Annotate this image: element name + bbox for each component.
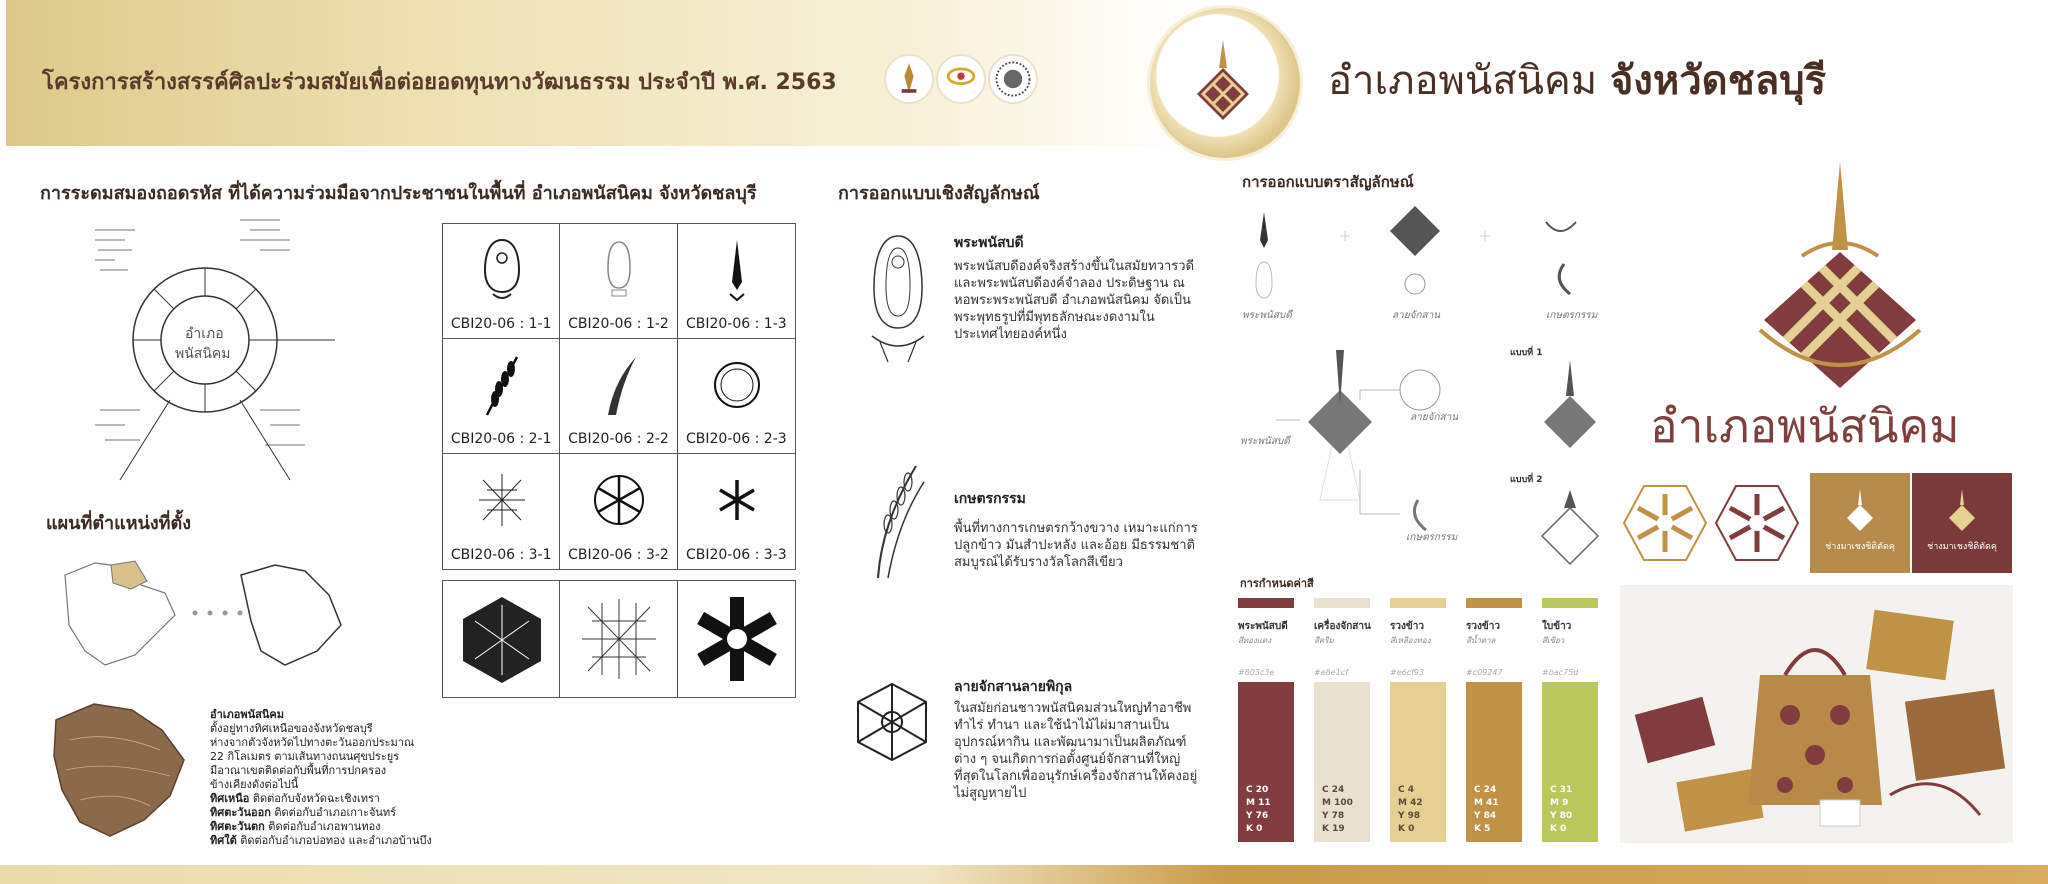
- color-hex-label: #c09247: [1466, 668, 1503, 677]
- grid-cell: [678, 581, 795, 697]
- star-weave-icon: [590, 466, 648, 534]
- grid-caption: CBI20-06 : 3-3: [685, 547, 787, 563]
- color-bar: [1390, 598, 1446, 608]
- district-title: [1328, 48, 1826, 112]
- hexagon-pattern-icon: [455, 591, 549, 687]
- mini-logo-icon: [1947, 487, 1977, 531]
- grid-cell: [443, 581, 560, 697]
- color-bar: [1238, 598, 1294, 608]
- logo-heading: การออกแบบตราสัญลักษณ์: [1242, 173, 1414, 191]
- symbol-title-agriculture: เกษตรกรรม: [954, 491, 1026, 507]
- color-subname: สีครีม: [1314, 636, 1334, 645]
- district-name: อำเภอพนัสนิคม: [1328, 58, 1598, 104]
- merchandise-mockup: [1620, 585, 2013, 843]
- grid-caption: CBI20-06 : 1-2: [568, 316, 669, 332]
- grid-cell: [560, 454, 677, 569]
- district-info-title: อำเภอพนัสนิคม: [210, 708, 285, 721]
- district-info: [210, 708, 450, 848]
- main-logo: [1740, 160, 1940, 390]
- district-info-line: 22 กิโลเมตร ตามเส้นทางถนนศุขประยูร: [210, 750, 400, 763]
- grid-caption: CBI20-06 : 1-3: [685, 316, 787, 332]
- border-south: ทิศใต้ ติดต่อกับอำเภอบ่อทอง และอำเภอบ้านบึง: [210, 834, 432, 847]
- grid-cell: [678, 454, 795, 569]
- project-title: โครงการสร้างสรรค์ศิลปะร่วมสมัยเพื่อต่อยอดทุนทางวัฒนธรรม ประจำปี พ.ศ. 2563: [42, 70, 837, 95]
- color-hex-label: #803c3e: [1238, 668, 1275, 677]
- buddha-statue-icon: [858, 232, 938, 366]
- color-subname: สีเขียว: [1542, 636, 1565, 645]
- color-bar: [1542, 598, 1598, 608]
- brand-box-brown: [1912, 473, 2012, 573]
- color-name: ใบข้าว: [1542, 621, 1572, 632]
- border-east: ทิศตะวันออก ติดต่อกับอำเภอเกาะจันทร์: [210, 806, 397, 819]
- color-cmyk: C 24 M 41 Y 84 K 5: [1474, 785, 1499, 834]
- border-west: ทิศตะวันตก ติดต่อกับอำเภอพานทอง: [210, 820, 381, 833]
- weave-pattern-icon: [850, 680, 934, 764]
- province-name: จังหวัดชลบุรี: [1609, 58, 1827, 104]
- color-name: รวงข้าว: [1390, 621, 1424, 632]
- grid-cell: [443, 454, 560, 569]
- grid-cell: [443, 339, 560, 454]
- color-bar: [1466, 598, 1522, 608]
- curved-leaf-icon: [590, 351, 648, 419]
- district-info-line: ตั้งอยู่ทางทิศเหนือของจังหวัดชลบุรี: [210, 722, 373, 735]
- color-cmyk: C 4 M 42 Y 98 K 0: [1398, 785, 1423, 834]
- svg-text:พนัสนิคม: พนัสนิคม: [175, 346, 231, 362]
- color-cmyk: C 24 M 100 Y 78 K 19: [1322, 785, 1353, 834]
- ministry-seal-icon: [988, 54, 1038, 104]
- ring-icon: [708, 351, 766, 419]
- symbolic-heading: การออกแบบเชิงสัญลักษณ์: [838, 183, 1040, 204]
- symbol-title-buddha: พระพนัสบดี: [954, 235, 1024, 251]
- weave-lines-icon: [473, 466, 531, 534]
- symbol-text-agriculture: พื้นที่ทางการเกษตรกว้างขวาง เหมาะแก่การปลูกข้าว มันสำปะหลัง และอ้อย มีธรรมชาติสมบูรณ์ได้รับรางวัลโลกสีเขียว: [954, 521, 1198, 570]
- grid-caption: CBI20-06 : 1-1: [450, 316, 552, 332]
- symbol-title-weave: ลายจักสานลายพิกุล: [954, 679, 1073, 695]
- variant-1-label: แบบที่ 1: [1510, 348, 1543, 358]
- grid-caption: CBI20-06 : 3-2: [568, 547, 669, 563]
- color-swatch: [1390, 682, 1446, 842]
- logo-wordmark: อำเภอพนัสนิคม: [1650, 399, 1960, 453]
- footer-bar: [0, 865, 2048, 884]
- color-hex-label: #e6cf93: [1390, 668, 1425, 677]
- color-swatch: [1466, 682, 1522, 842]
- logo-label-buddha: พระพนัสบดี: [1242, 310, 1292, 321]
- color-name: รวงข้าว: [1466, 621, 1500, 632]
- color-swatch: [1542, 682, 1598, 842]
- district-topographic-map: [50, 700, 190, 840]
- grid-cell: [560, 339, 677, 454]
- grid-caption: CBI20-06 : 2-1: [450, 431, 552, 447]
- color-subname: สีน้ำตาล: [1466, 636, 1496, 645]
- asterisk-icon: [708, 466, 766, 534]
- color-swatch: [1238, 682, 1294, 842]
- grid-cell: [560, 224, 677, 339]
- rice-plant-icon: [858, 462, 928, 582]
- brand-caption: ช่างมาเชงชิดิตัดคุ: [1927, 542, 1997, 552]
- buddha-outline-icon: [473, 236, 531, 304]
- hexagon-brown-pattern: [1714, 482, 1800, 564]
- color-cmyk: C 31 M 9 Y 80 K 0: [1550, 785, 1573, 834]
- pattern-sample-row: [442, 580, 796, 698]
- grid-caption: CBI20-06 : 3-1: [450, 547, 552, 563]
- color-hex-label: #e8e1cf: [1314, 668, 1348, 677]
- logo-label-agriculture-2: เกษตรกรรม: [1406, 532, 1458, 543]
- border-north: ทิศเหนือ ติดต่อกับจังหวัดฉะเชิงเทรา: [210, 792, 381, 805]
- brainstorm-heading: การระดมสมองถอดรหัส ที่ได้ความร่วมมือจากประชาชนในพื้นที่ อำเภอพนัสนิคม จังหวัดชลบุรี: [40, 183, 757, 204]
- color-bar: [1314, 598, 1370, 608]
- mockup-illustration: [1620, 585, 2013, 843]
- color-subname: สีเหลืองทอง: [1390, 636, 1431, 645]
- svg-text:อำเภอ: อำเภอ: [185, 326, 224, 342]
- location-map: [55, 555, 355, 675]
- grid-cell: [560, 581, 677, 697]
- color-swatch: [1314, 682, 1370, 842]
- brainstorm-sketch: [90, 210, 340, 490]
- brand-box-gold: [1810, 473, 1910, 573]
- color-name: พระพนัสบดี: [1238, 621, 1288, 632]
- grid-caption: CBI20-06 : 2-2: [568, 431, 669, 447]
- logo-label-buddha-2: พระพนัสบดี: [1240, 436, 1290, 447]
- culture-seal-icon: [936, 54, 986, 104]
- color-name: เครื่องจักสาน: [1314, 621, 1371, 632]
- mini-logo-icon: [1845, 487, 1875, 531]
- logo-label-weave-2: ลายจักสาน: [1410, 412, 1459, 423]
- symbol-text-buddha: พระพนัสบดีองค์จริงสร้างขึ้นในสมัยทวารวดี และพระพนัสบดีองค์จำลอง ประดิษฐาน ณ หอพระพระพนัสบดี อำเภอพนัสนิคม จัดเป็นพระพุทธรูปที่มีพุทธลักษณะงดงามในประเทศไทยองค์หนึ่ง: [954, 259, 1195, 342]
- district-info-line: ข้างเคียงดังต่อไปนี้: [210, 778, 299, 791]
- color-subname: สีทองแดง: [1238, 636, 1272, 645]
- grid-cell: [678, 224, 795, 339]
- symbol-text-weave: ในสมัยก่อนชาวพนัสนิคมส่วนใหญ่ทำอาชีพทำไร่ ทำนา และใช้นำไม้ไผ่มาสานเป็นอุปกรณ์หากิน และพัฒนามาเป็นผลิตภัณฑ์ต่าง ๆ จนเกิดการก่อตั้งศูนย์จักสานที่ใหญ่ที่สุดในโลกเพื่ออนุรักษ์เครื่องจักสานให้คงอยู่ไม่สูญหายไป: [954, 701, 1198, 801]
- grid-cell: [443, 224, 560, 339]
- bold-star-pattern-icon: [690, 591, 784, 687]
- variant-2-label: แบบที่ 2: [1510, 475, 1543, 485]
- rice-ear-icon: [473, 351, 531, 419]
- district-info-line: มีอาณาเขตติดต่อกับพื้นที่การปกครอง: [210, 764, 387, 777]
- map-heading: แผนที่ตำแหน่งที่ตั้ง: [46, 513, 192, 534]
- buddha-simple-icon: [590, 236, 648, 304]
- district-emblem: [1150, 8, 1300, 158]
- logo-process-diagram: [1240, 200, 1610, 580]
- logo-label-agriculture: เกษตรกรรม: [1546, 310, 1598, 321]
- color-heading: การกำหนดค่าสี: [1240, 577, 1314, 590]
- line-grid-pattern-icon: [572, 591, 666, 687]
- hexagon-gold-pattern: [1622, 482, 1708, 564]
- royal-seal-icon: [884, 54, 934, 104]
- district-info-line: ห่างจากตัวจังหวัดไปทางตะวันออกประมาณ: [210, 736, 415, 749]
- grid-cell: [678, 339, 795, 454]
- brand-caption: ช่างมาเชงชิดิตัดคุ: [1825, 542, 1895, 552]
- grid-caption: CBI20-06 : 2-3: [685, 431, 787, 447]
- design-code-grid: [442, 223, 796, 570]
- color-hex-label: #bac75d: [1542, 668, 1579, 677]
- spire-icon: [708, 236, 766, 304]
- logo-label-weave: ลายจักสาน: [1392, 310, 1441, 321]
- color-cmyk: C 20 M 11 Y 76 K 0: [1246, 785, 1271, 834]
